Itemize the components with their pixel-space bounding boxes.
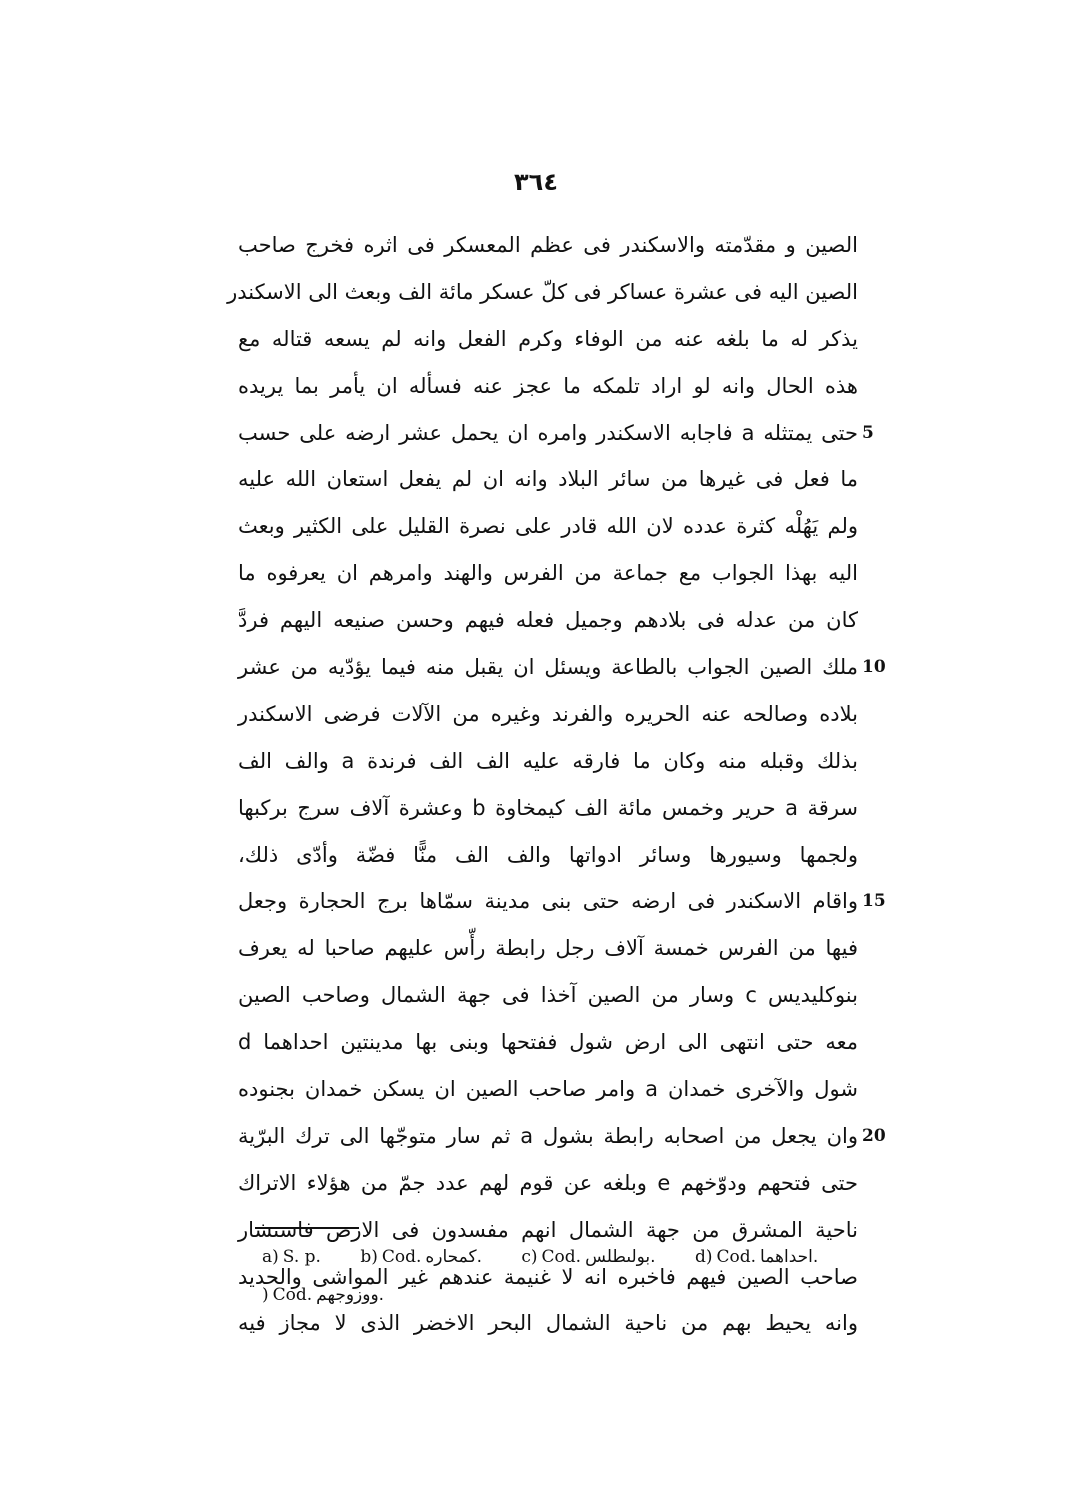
line-number: 10 <box>862 657 886 678</box>
text-line <box>238 878 886 925</box>
text-line <box>238 222 858 269</box>
footnote-label: ) <box>262 1285 269 1305</box>
footnotes <box>262 1238 862 1314</box>
line-text: صاحب الصين فيهم فاخبره انه لا غنيمة عندهم غير المواشى والحديد <box>238 1264 858 1289</box>
footnote-label: b) <box>360 1247 378 1267</box>
line-number: 15 <box>862 891 886 912</box>
text-line <box>238 316 858 363</box>
line-text: اليه بهذا الجواب مع جماعة من الفرس والهند وامرهم ان يعرفوه ما <box>238 561 858 586</box>
line-text: وان يجعل من اصحابه رابطة بشول a ثم سار متوجّها الى ترك البرّية <box>238 1123 858 1148</box>
footnote-label: d) <box>694 1247 713 1267</box>
text-line <box>238 503 858 550</box>
line-text: فيها من الفرس خمسة آلاف رجل رابطة رأّس عليهم صاحبا له يعرف <box>238 936 858 961</box>
line-text: الصين و مقدّمته والاسكندر فى عظم المعسكر فى اثره فخرج صاحب <box>238 233 858 257</box>
text-line <box>238 644 886 691</box>
line-text: هذه الحال وانه لو اراد تلمكه ما عجز عنه فسأله ان يأمر بما يريده <box>238 373 858 398</box>
body-text <box>227 222 886 1347</box>
text-line <box>238 691 858 738</box>
line-text: حتى فتحهم ودوّخهم e وبلغه عن قوم لهم عدد جمّ من هؤلاء الاتراك <box>238 1170 858 1195</box>
line-text: الصين اليه فى عشرة عساكر فى كلّ عسكر مائة الف وبعث الى الاسكندر <box>227 279 858 304</box>
line-text: شول والآخرى خمدان a وامر صاحب الصين ان يسكن خمدان بجنوده <box>238 1077 858 1102</box>
footnote-label: c) <box>521 1247 538 1267</box>
text-line <box>238 1019 858 1066</box>
footnote-text: Cod. <box>541 1247 582 1267</box>
line-text: ولجمها وسيورها وسائر ادواتها والف الف منًّا فضّة وأدّى ذلك، <box>238 842 858 867</box>
line-text: بلاده وصالحه عنه الحريره والفرند وغيره من الآلات فرضى الاسكندر <box>238 701 858 726</box>
line-text: بنوكليديس c وسار من الصين آخذا فى جهة الشمال وصاحب الصين <box>238 983 858 1008</box>
text-line <box>238 1066 858 1113</box>
text-line <box>238 925 858 972</box>
text-line <box>238 363 858 410</box>
footnote-arabic: احداهما. <box>760 1247 819 1267</box>
line-number: 5 <box>862 422 874 443</box>
footnote-arabic: بولىطلس. <box>585 1247 656 1267</box>
text-line <box>238 597 858 644</box>
line-text: كان من عدله فى بلادهم وجميل فعله فيهم وحسن صنيعه اليهم فردَّ <box>238 608 858 633</box>
line-text: ناحية المشرق من جهة الشمال انهم مفسدون فى الارض فاستشار <box>238 1217 858 1242</box>
footnote-line <box>262 1276 862 1314</box>
footnote-line <box>262 1238 862 1276</box>
footnote-text: S. p. <box>282 1247 321 1267</box>
text-line <box>238 738 858 785</box>
footnote-divider <box>255 1227 359 1229</box>
line-text: سرقة a حرير وخمس مائة الف كيمخاوة b وعشرة آلاف سرج بركبها <box>238 795 859 820</box>
line-text: يذكر له ما بلغه عنه من الوفاء وكرم الفعل وانه لم يسعه قتاله مع <box>238 326 858 351</box>
line-text: حتى يمتثله a فاجابه الاسكندر وامره ان يحمل عشر ارضه على حسب <box>238 420 858 445</box>
page-number: ٣٦٤ <box>514 168 558 196</box>
footnote-text: Cod. <box>716 1247 757 1267</box>
text-line <box>238 550 858 597</box>
text-line <box>238 785 858 832</box>
line-text: معه حتى انتهى الى ارض شول ففتحها وبنى بها مدينتين احداهما d <box>238 1030 858 1055</box>
line-text: وانه يحيط بهم من ناحية الشمال البحر الاخضر الذى لا مجاز فيه <box>238 1311 858 1336</box>
text-line <box>238 972 858 1019</box>
text-line <box>238 410 874 457</box>
line-text: واقام الاسكندر فى ارضه حتى بنى مدينة سمّاها برج الحجارة وجعل <box>238 889 858 914</box>
text-line <box>238 1113 886 1160</box>
footnote-arabic: كمحاره. <box>425 1247 482 1267</box>
line-text: ما فعل فى غيرها من سائر البلاد وانه ان لم يفعل استعان الله عليه <box>238 467 858 492</box>
footnote-text: Cod. <box>381 1247 422 1267</box>
text-line <box>238 456 858 503</box>
text-line <box>227 269 858 316</box>
text-line <box>238 832 858 879</box>
footnote-arabic: ووزوجهم. <box>316 1285 385 1305</box>
line-number: 20 <box>862 1125 886 1146</box>
footnote-label: a) <box>262 1247 279 1267</box>
line-text: ولم يَهُلْه كثرة عدده لان الله قادر على نصرة القليل على الكثير وبعث <box>238 514 858 539</box>
text-line <box>238 1160 858 1207</box>
footnote-text: Cod. <box>272 1285 313 1305</box>
line-text: ملك الصين الجواب بالطاعة ويسئل ان يقبل منه فيما يؤدّيه من عشر <box>238 655 858 680</box>
line-text: بذلك وقبله منه وكان ما فارقه عليه الف الف فرندة a والف الف <box>238 748 858 773</box>
